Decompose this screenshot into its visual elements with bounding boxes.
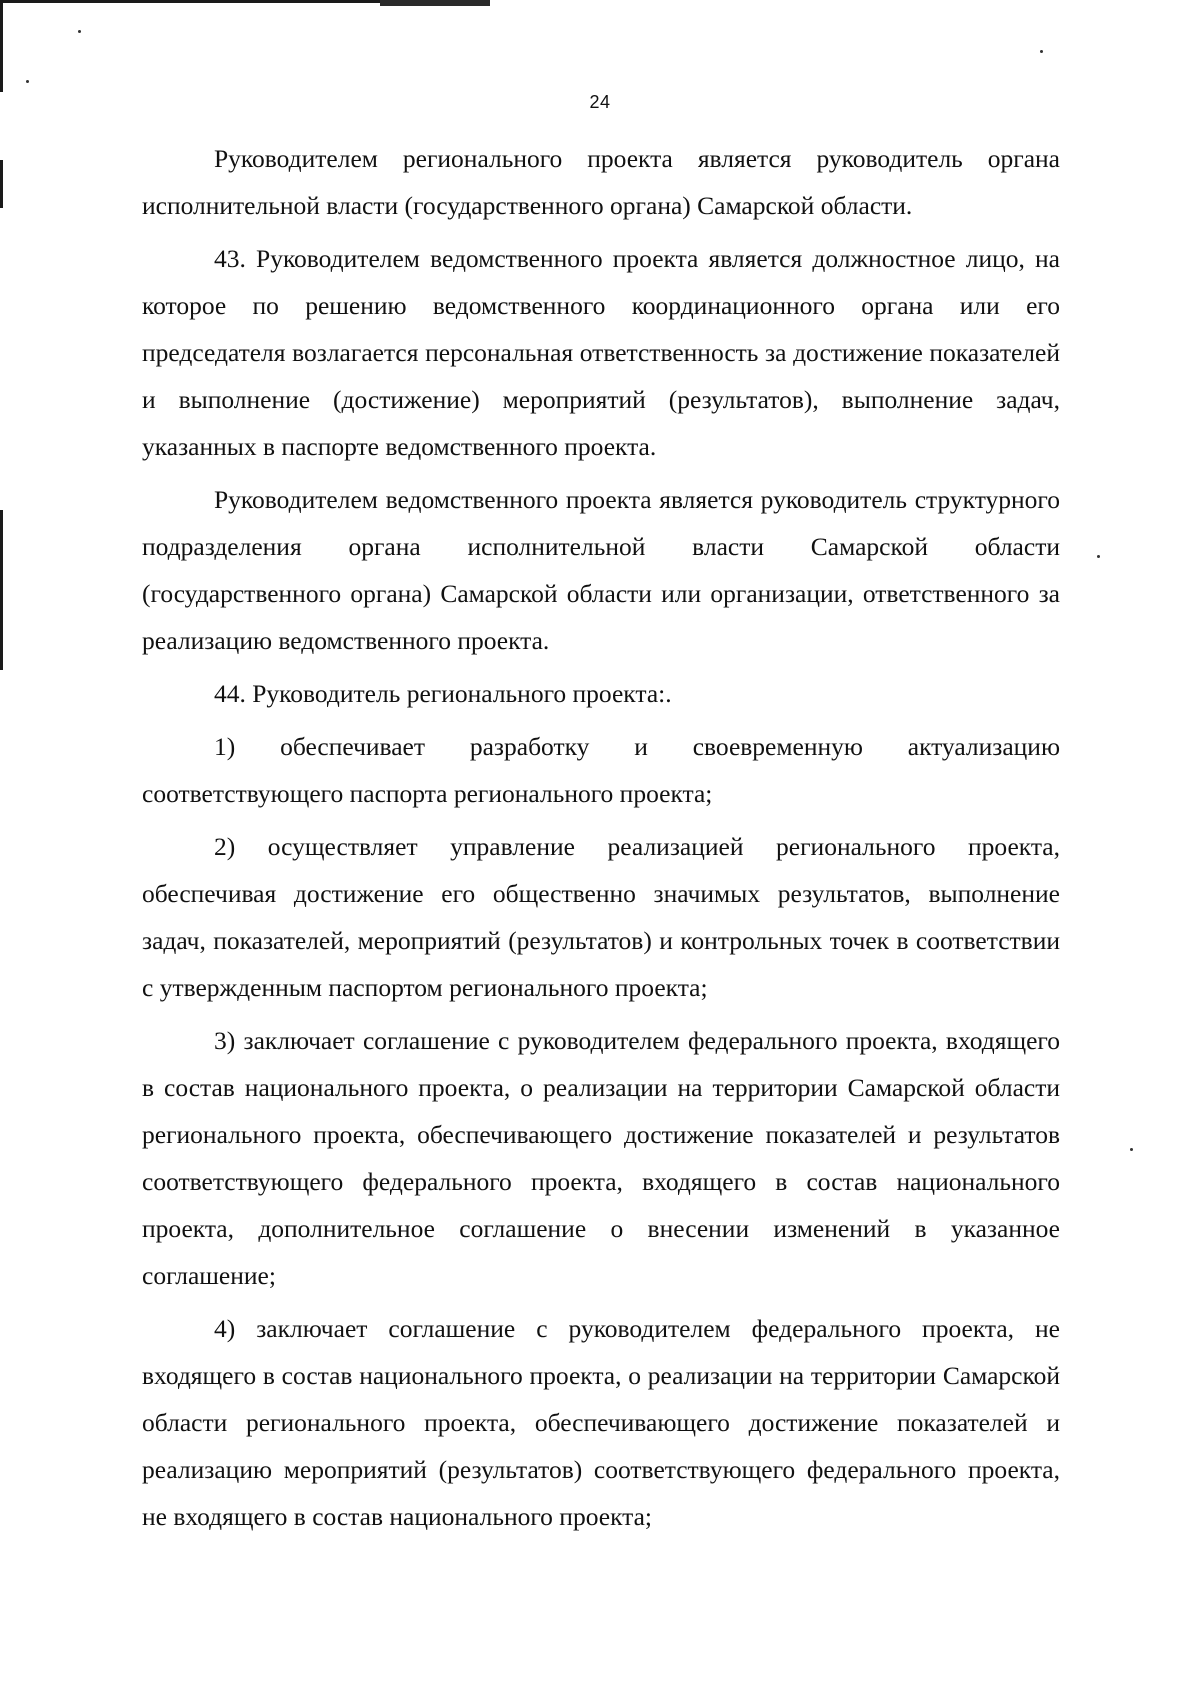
scan-border-left [0, 510, 3, 670]
paragraph: 4) заключает соглашение с руководителем федерального проекта, не входящего в состав национального проекта, о реализации на территории Самарской области регионального проекта, обеспечивающего достижение показателей и реализацию мероприятий (результатов) соответствующего федерального проекта, не входящего в состав национального проекта; [142, 1314, 1060, 1531]
paragraph: 2) осуществляет управление реализацией регионального проекта, обеспечивая достижение его общественно значимых результатов, выполнение задач, показателей, мероприятий (результатов) и контрольных точек в соответствии с утвержденным паспортом регионального проекта; [142, 832, 1060, 1002]
scan-speck [1040, 50, 1043, 53]
scan-speck [1130, 1148, 1133, 1151]
scan-border-left [0, 0, 3, 92]
scan-speck [78, 30, 81, 33]
page-number: 24 [589, 92, 611, 112]
paragraph: 44. Руководитель регионального проекта:. [214, 679, 672, 708]
paragraph: 3) заключает соглашение с руководителем федерального проекта, входящего в состав национального проекта, о реализации на территории Самарской области регионального проекта, обеспечивающего достижение показателей и результатов соответствующего федерального проекта, входящего в состав национального проекта, дополнительное соглашение о внесении изменений в указанное соглашение; [142, 1026, 1060, 1290]
scan-speck [26, 80, 29, 83]
paragraph: 43. Руководителем ведомственного проекта является должностное лицо, на которое по решению ведомственного координационного органа или его председателя возлагается персональная ответственность за достижение показателей и выполнение (достижение) мероприятий (результатов), выполнение задач, указанных в паспорте ведомственного проекта. [142, 244, 1060, 461]
scan-speck [1097, 555, 1100, 558]
scan-border-top-thick [380, 0, 490, 6]
paragraph: Руководителем ведомственного проекта является руководитель структурного подразделения органа исполнительной власти Самарской области (государственного органа) Самарской области или организации, ответственного за реализацию ведомственного проекта. [142, 485, 1060, 655]
paragraph: 1) обеспечивает разработку и своевременную актуализацию соответствующего паспорта регионального проекта; [142, 732, 1060, 808]
scan-border-left [0, 160, 3, 208]
paragraph: Руководителем регионального проекта является руководитель органа исполнительной власти (государственного органа) Самарской области. [142, 144, 1060, 220]
document-body [142, 135, 1060, 1546]
